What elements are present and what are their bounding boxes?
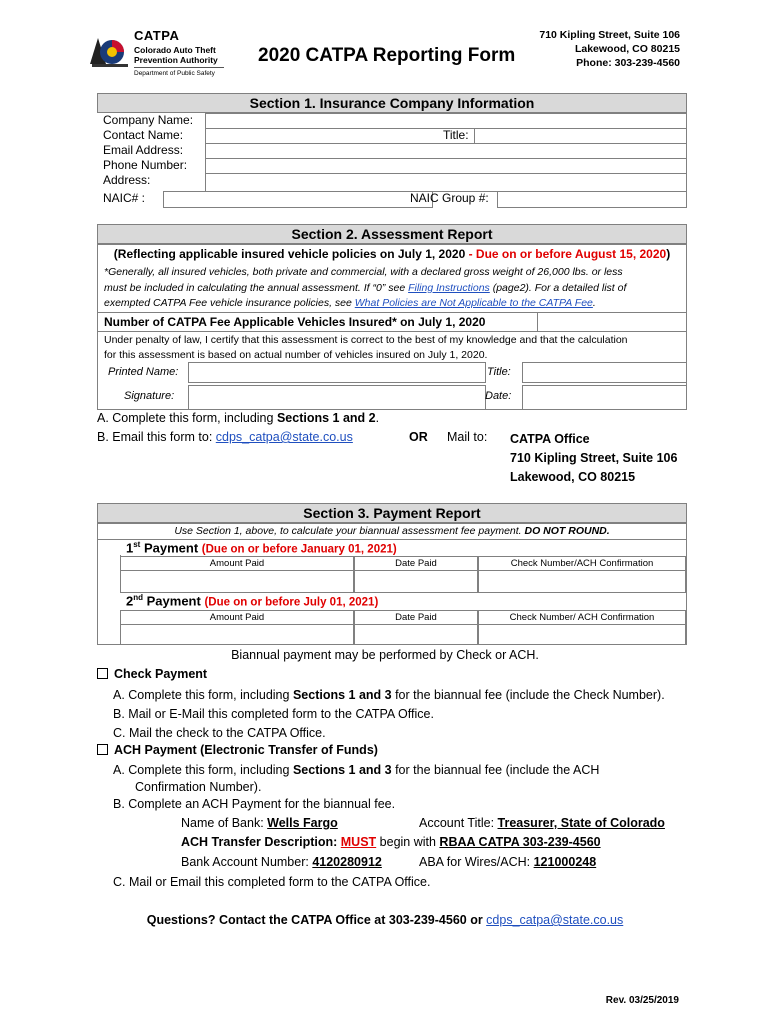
section-2-heading: Section 2. Assessment Report — [97, 224, 687, 244]
address-line-1: 710 Kipling Street, Suite 106 — [539, 29, 680, 41]
reflecting-text: (Reflecting applicable insured vehicle policies on July 1, 2020 — [113, 247, 469, 261]
title-field-box[interactable] — [474, 128, 687, 144]
check-payment-checkbox[interactable] — [97, 668, 108, 679]
company-name-field[interactable] — [205, 113, 687, 129]
second-amount-field[interactable] — [120, 624, 354, 645]
header-address — [539, 28, 680, 70]
contact-name-field[interactable] — [205, 128, 475, 144]
instruction-a-suffix: . — [375, 411, 380, 425]
account-title-value: Treasurer, State of Colorado — [497, 816, 665, 830]
second-check-header: Check Number/ ACH Confirmation — [478, 610, 686, 625]
ach-payment-title: ACH Payment (Electronic Transfer of Funds) — [114, 743, 378, 757]
ach-must: MUST — [340, 835, 377, 849]
cert-title-label: Title: — [487, 366, 511, 378]
printed-name-field[interactable] — [188, 362, 486, 383]
address-field[interactable] — [205, 173, 687, 192]
naic-field[interactable] — [163, 191, 433, 208]
bank-account-row — [181, 855, 382, 869]
phone-field[interactable] — [205, 158, 687, 174]
vehicles-count-field[interactable] — [537, 312, 687, 332]
page-title: 2020 CATPA Reporting Form — [258, 45, 516, 66]
ach-begin: begin with — [376, 835, 440, 849]
bank-account-value: 4120280912 — [312, 855, 382, 869]
first-due-date: (Due on or before January 01, 2021) — [201, 543, 397, 556]
first-date-header: Date Paid — [354, 556, 478, 571]
instruction-a-text: A. Complete this form, including — [97, 411, 277, 425]
ach-a-text: A. Complete this form, including — [113, 763, 293, 777]
do-not-round: DO NOT ROUND. — [524, 525, 610, 537]
mail-office: CATPA Office — [510, 432, 590, 446]
section-1-heading: Section 1. Insurance Company Information — [97, 93, 687, 113]
mail-to-label: Mail to: — [447, 430, 488, 444]
reflecting-due-date: - Due on or before August 15, 2020 — [468, 247, 667, 261]
ach-description-row — [181, 835, 601, 849]
use-section-note — [98, 525, 686, 537]
second-payment-heading — [126, 593, 378, 608]
note-line-3 — [104, 296, 684, 312]
reflecting-close: ) — [666, 247, 671, 261]
signature-label: Signature: — [124, 390, 175, 402]
first-amount-field[interactable] — [120, 570, 354, 593]
divider — [98, 331, 686, 332]
second-date-field[interactable] — [354, 624, 478, 645]
aba-value: 121000248 — [533, 855, 597, 869]
certify-text — [104, 333, 628, 363]
ach-a-suffix: for the biannual fee (include the ACH — [391, 763, 600, 777]
account-title-label: Account Title: — [419, 816, 498, 830]
catpa-logo — [88, 28, 228, 80]
questions-text: Questions? Contact the CATPA Office at 303-239-4560 or — [146, 913, 487, 927]
second-sup: nd — [133, 593, 144, 602]
note-2-text: must be included in calculating the annual assessment. If “0” see — [104, 281, 409, 294]
account-title-row — [419, 816, 665, 830]
bank-name-row — [181, 816, 338, 830]
check-step-b: B. Mail or E-Mail this completed form to the CATPA Office. — [113, 707, 434, 721]
second-due-date: (Due on or before July 01, 2021) — [204, 596, 379, 609]
second-num: 2 — [126, 593, 134, 609]
use-note-text: Use Section 1, above, to calculate your biannual assessment fee payment. — [174, 525, 525, 537]
logo-dept: Department of Public Safety — [134, 70, 215, 77]
aba-row — [419, 855, 596, 869]
logo-sub-1: Colorado Auto Theft — [134, 45, 216, 55]
or-label: OR — [409, 430, 428, 444]
note-line-2 — [104, 281, 684, 297]
logo-sub-2: Prevention Authority — [134, 55, 218, 65]
bank-name-label: Name of Bank: — [181, 816, 268, 830]
company-name-label: Company Name: — [103, 113, 194, 127]
naic-group-field[interactable] — [497, 191, 687, 208]
certify-line-2: for this assessment is based on actual number of vehicles insured on July 1, 2020. — [104, 349, 488, 361]
address-line-2: Lakewood, CO 80215 — [574, 43, 680, 55]
first-sup: st — [133, 540, 141, 549]
header-phone: Phone: 303-239-4560 — [576, 57, 680, 69]
bank-name-value: Wells Fargo — [267, 816, 338, 830]
aba-label: ABA for Wires/ACH: — [419, 855, 534, 869]
certify-line-1: Under penalty of law, I certify that this assessment is correct to the best of my knowledge and that the calculation — [104, 334, 628, 346]
note-3-text: exempted CATPA Fee vehicle insurance policies, see — [104, 297, 355, 309]
first-check-field[interactable] — [478, 570, 686, 593]
note-2-suffix: (page2). For a detailed list of — [489, 281, 627, 294]
ach-step-c: C. Mail or Email this completed form to the CATPA Office. — [113, 875, 431, 889]
email-field[interactable] — [205, 143, 687, 159]
logo-name: CATPA — [134, 28, 180, 43]
colorado-logo-icon — [88, 34, 132, 72]
filing-instructions-link[interactable]: Filing Instructions — [408, 281, 490, 294]
reflecting-line — [98, 247, 686, 261]
instruction-a — [97, 411, 379, 425]
second-check-field[interactable] — [478, 624, 686, 645]
first-date-field[interactable] — [354, 570, 478, 593]
first-payment-heading — [126, 540, 397, 555]
ach-payment-checkbox[interactable] — [97, 744, 108, 755]
biannual-note: Biannual payment may be performed by Check or ACH. — [231, 648, 539, 662]
vehicle-note — [104, 265, 684, 312]
ach-steps — [113, 762, 599, 813]
policies-not-applicable-link[interactable]: What Policies are Not Applicable to the CATPA Fee — [354, 297, 593, 309]
address-label: Address: — [103, 173, 151, 187]
second-date-header: Date Paid — [354, 610, 478, 625]
check-a-bold: Sections 1 and 3 — [292, 688, 392, 702]
ach-description-label: ACH Transfer Description: — [181, 835, 341, 849]
cert-title-field[interactable] — [522, 362, 687, 383]
section-1-table — [97, 113, 687, 208]
second-amount-header: Amount Paid — [120, 610, 354, 625]
ach-code: RBAA CATPA 303-239-4560 — [439, 835, 601, 849]
first-label: Payment — [140, 540, 202, 556]
instruction-a-bold: Sections 1 and 2 — [276, 411, 376, 425]
questions-email-link[interactable]: cdps_catpa@state.co.us — [486, 913, 624, 927]
catpa-email-link[interactable]: cdps_catpa@state.co.us — [215, 430, 353, 444]
section-3-heading: Section 3. Payment Report — [97, 503, 687, 523]
instruction-b — [97, 430, 353, 444]
logo-divider — [134, 67, 224, 68]
naic-label: NAIC# : — [103, 191, 146, 205]
ach-payment-option[interactable] — [97, 743, 378, 757]
ach-step-b: B. Complete an ACH Payment for the biannual fee. — [113, 797, 396, 811]
signature-field[interactable] — [188, 385, 486, 410]
printed-name-label: Printed Name: — [108, 366, 179, 378]
revision-date: Rev. 03/25/2019 — [605, 995, 679, 1006]
first-amount-header: Amount Paid — [120, 556, 354, 571]
check-a-suffix: for the biannual fee (include the Check Number). — [391, 688, 665, 702]
ach-step-a-cont: Confirmation Number). — [135, 780, 262, 794]
vehicles-label: Number of CATPA Fee Applicable Vehicles Insured* on July 1, 2020 — [104, 315, 486, 329]
check-payment-title: Check Payment — [114, 667, 208, 681]
mail-address-2: Lakewood, CO 80215 — [510, 470, 636, 484]
second-label: Payment — [143, 593, 205, 609]
check-step-a — [113, 686, 665, 705]
questions-line — [0, 913, 770, 927]
ach-a-bold: Sections 1 and 3 — [292, 763, 392, 777]
instruction-b-text: B. Email this form to: — [97, 430, 216, 444]
contact-name-label: Contact Name: — [103, 128, 184, 142]
naic-group-label: NAIC Group #: — [410, 191, 489, 205]
section-2-table — [97, 244, 687, 410]
check-step-c: C. Mail the check to the CATPA Office. — [113, 726, 326, 740]
note-line-1: *Generally, all insured vehicles, both private and commercial, with a declared gross weight of 26,000 lbs. or less — [104, 266, 623, 278]
note-3-suffix: . — [592, 297, 596, 309]
first-num: 1 — [126, 540, 134, 556]
mail-address-1: 710 Kipling Street, Suite 106 — [510, 451, 678, 465]
check-payment-option[interactable] — [97, 667, 207, 681]
section-3-table — [97, 523, 687, 645]
cert-date-label: Date: — [485, 390, 512, 402]
phone-label: Phone Number: — [103, 158, 188, 172]
email-label: Email Address: — [103, 143, 184, 157]
title-label: Title: — [443, 128, 469, 142]
check-steps — [113, 686, 665, 743]
cert-date-field[interactable] — [522, 385, 687, 410]
check-a-text: A. Complete this form, including — [113, 688, 293, 702]
bank-account-label: Bank Account Number: — [181, 855, 313, 869]
mail-address — [510, 430, 677, 487]
ach-step-a — [113, 762, 599, 779]
first-check-header: Check Number/ACH Confirmation — [478, 556, 686, 571]
